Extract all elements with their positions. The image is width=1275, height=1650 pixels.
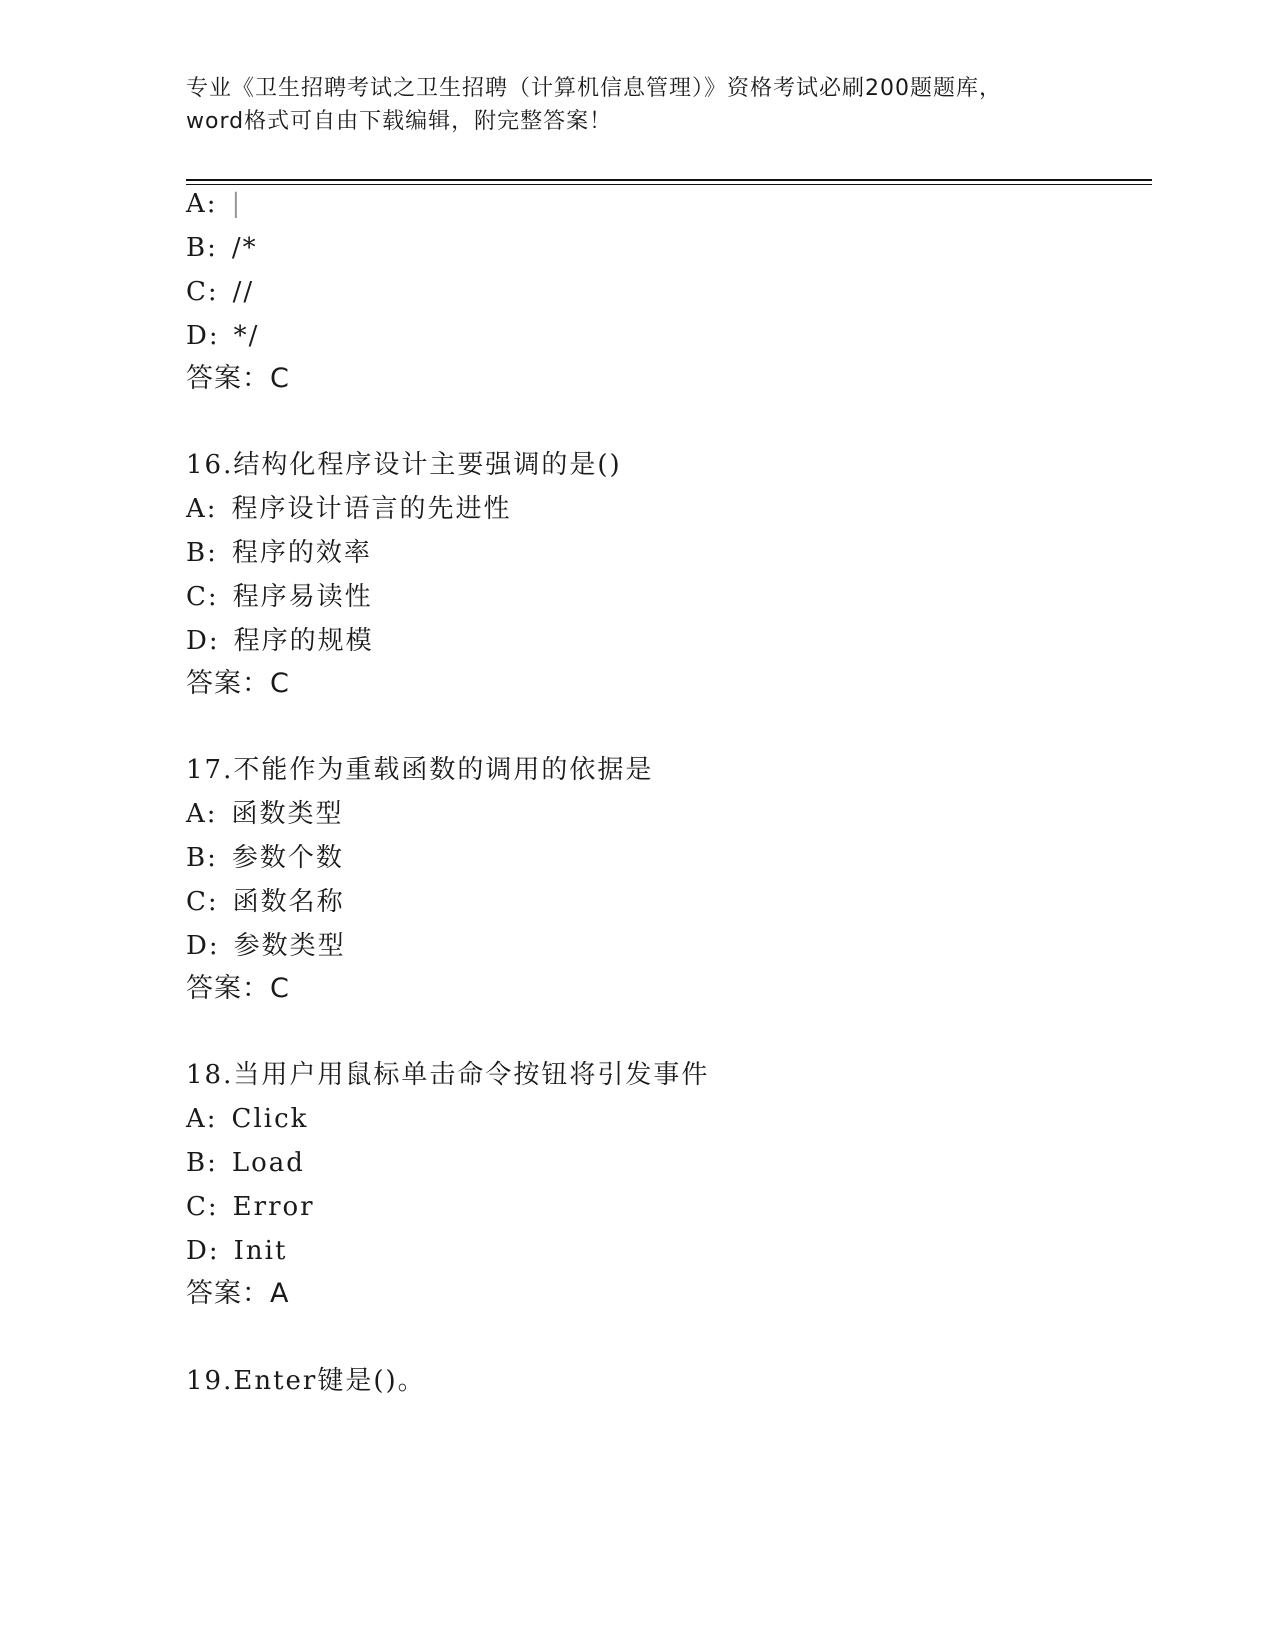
answer-line: 答案：C (186, 668, 290, 699)
question-18: 18.当用户用鼠标单击命令按钮将引发事件 (186, 1060, 710, 1090)
header-line-1: 专业《卫生招聘考试之卫生招聘（计算机信息管理）》资格考试必刷200题题库， (186, 76, 1002, 101)
header-divider-thin (186, 184, 1152, 185)
option-a: A: | (186, 189, 243, 219)
header-divider (186, 179, 1152, 181)
option-b: B: /* (186, 233, 258, 263)
question-19: 19.Enter键是()。 (186, 1366, 426, 1396)
option-c: C: Error (186, 1192, 315, 1222)
option-b: B: Load (186, 1148, 305, 1178)
option-c: C: 程序易读性 (186, 582, 373, 612)
option-d: D: 参数类型 (186, 931, 346, 961)
option-d: D: 程序的规模 (186, 626, 374, 656)
option-c: C: // (186, 277, 255, 307)
question-16: 16.结构化程序设计主要强调的是() (186, 450, 622, 480)
option-b: B: 程序的效率 (186, 538, 372, 568)
option-d: D: Init (186, 1236, 288, 1266)
option-a: A: Click (186, 1104, 309, 1134)
option-d: D: */ (186, 321, 260, 351)
header-line-2: word格式可自由下载编辑，附完整答案！ (186, 109, 613, 134)
answer-line: 答案：C (186, 973, 290, 1004)
document-header (186, 72, 1106, 138)
answer-line: 答案：C (186, 363, 290, 394)
question-17: 17.不能作为重载函数的调用的依据是 (186, 755, 654, 785)
option-a: A: 程序设计语言的先进性 (186, 494, 512, 524)
option-a: A: 函数类型 (186, 799, 344, 829)
option-c: C: 函数名称 (186, 887, 345, 917)
answer-line: 答案：A (186, 1278, 290, 1309)
option-b: B: 参数个数 (186, 843, 344, 873)
